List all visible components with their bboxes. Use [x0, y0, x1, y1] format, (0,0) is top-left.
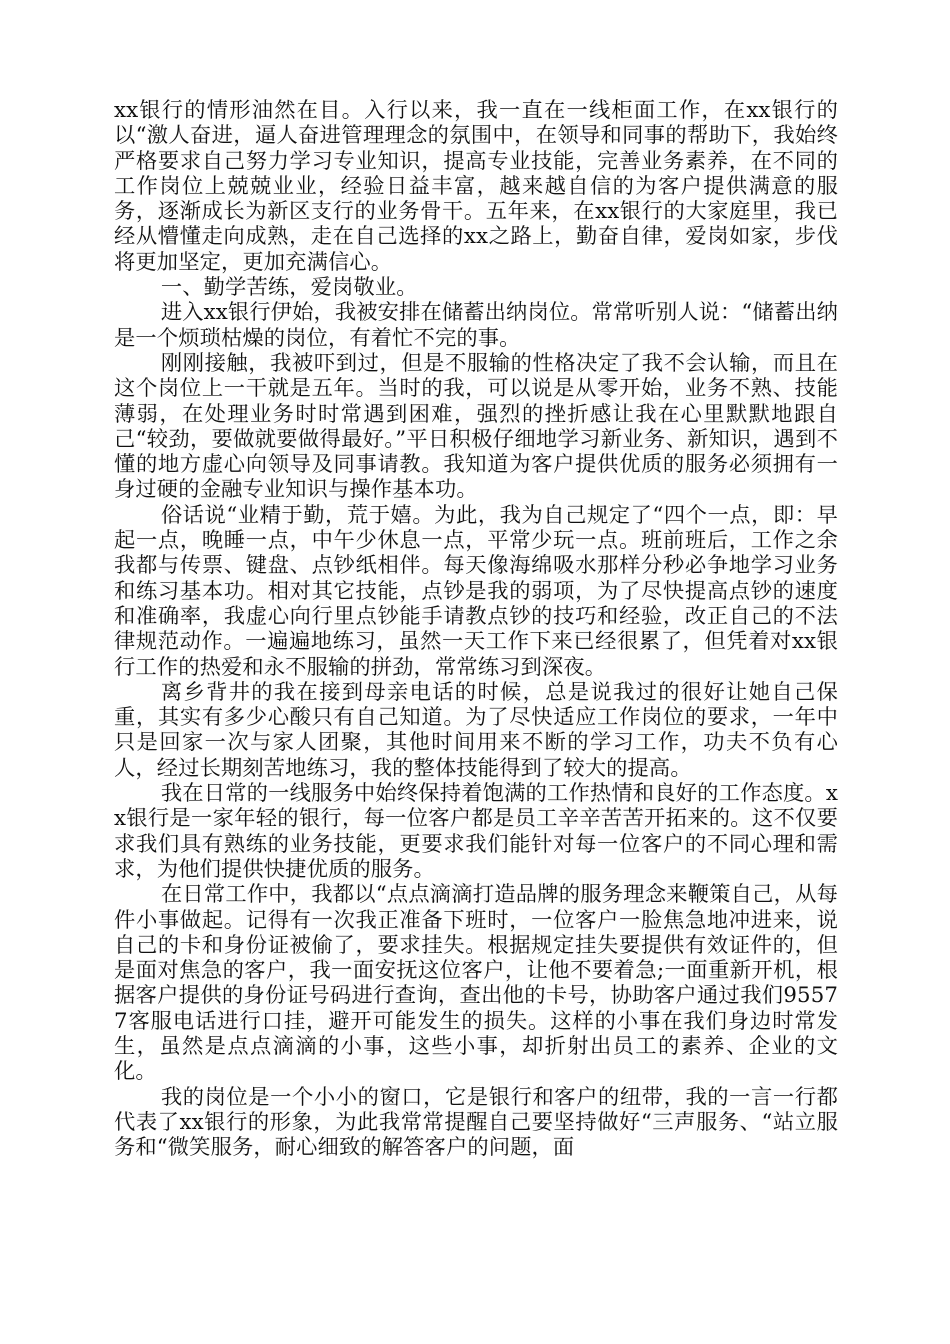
document-body: [114, 98, 838, 1160]
paragraph-2: 进入xx银行伊始，我被安排在储蓄出纳岗位。常常听别人说：“储蓄出纳是一个烦琐枯燥的岗位，有着忙不完的事。: [114, 300, 838, 351]
paragraph-4: 俗话说“业精于勤，荒于嬉。为此，我为自己规定了“四个一点，即：早起一点，晚睡一点，中午少休息一点，平常少玩一点。班前班后，工作之余我都与传票、键盘、点钞纸相伴。每天像海绵吸水那样分秒必争地学习业务和练习基本功。相对其它技能，点钞是我的弱项，为了尽快提高点钞的速度和准确率，我虚心向行里点钞能手请教点钞的技巧和经验，改正自己的不法律规范动作。一遍遍地练习，虽然一天工作下来已经很累了，但凭着对xx银行工作的热爱和永不服输的拼劲，常常练习到深夜。: [114, 502, 838, 680]
section-heading-1: 一、勤学苦练，爱岗敬业。: [160, 275, 418, 301]
paragraph-intro: xx银行的情形油然在目。入行以来，我一直在一线柜面工作，在xx银行的以“激人奋进，逼人奋进管理理念的氛围中，在领导和同事的帮助下，我始终严格要求自己努力学习专业知识，提高专业技能，完善业务素养，在不同的工作岗位上兢兢业业，经验日益丰富，越来越自信的为客户提供满意的服务，逐渐成长为新区支行的业务骨干。五年来，在xx银行的大家庭里，我已经从懵懂走向成熟，走在自己选择的xx之路上，勤奋自律，爱岗如家，步伐将更加坚定，更加充满信心。: [114, 98, 838, 275]
paragraph-3: 刚刚接触，我被吓到过，但是不服输的性格决定了我不会认输，而且在这个岗位上一干就是五年。当时的我，可以说是从零开始，业务不熟、技能薄弱，在处理业务时时常遇到困难，强烈的挫折感让我在心里默默地跟自己“较劲，要做就要做得最好。”平日积极仔细地学习新业务、新知识，遇到不懂的地方虚心向领导及同事请教。我知道为客户提供优质的服务必须拥有一身过硬的金融专业知识与操作基本功。: [114, 350, 838, 503]
paragraph-7: 在日常工作中，我都以“点点滴滴打造品牌的服务理念来鞭策自己，从每件小事做起。记得有一次我正准备下班时，一位客户一脸焦急地冲进来，说自己的卡和身份证被偷了，要求挂失。根据规定挂失要提供有效证件的，但是面对焦急的客户，我一面安抚这位客户，让他不要着急;一面重新开机，根据客户提供的身份证号码进行查询，查出他的卡号，协助客户通过我们95577客服电话进行口挂，避开可能发生的损失。这样的小事在我们身边时常发生，虽然是点点滴滴的小事，这些小事，却折射出员工的素养、企业的文化。: [114, 882, 838, 1085]
paragraph-8: 我的岗位是一个小小的窗口，它是银行和客户的纽带，我的一言一行都代表了xx银行的形象，为此我常常提醒自己要坚持做好“三声服务、“站立服务和“微笑服务，耐心细致的解答客户的问题，面: [114, 1084, 838, 1161]
paragraph-6: 我在日常的一线服务中始终保持着饱满的工作热情和良好的工作态度。xx银行是一家年轻的银行，每一位客户都是员工辛辛苦苦开拓来的。这不仅要求我们具有熟练的业务技能，更要求我们能针对每一位客户的不同心理和需求，为他们提供快捷优质的服务。: [114, 781, 838, 882]
paragraph-5: 离乡背井的我在接到母亲电话的时候，总是说我过的很好让她自己保重，其实有多少心酸只有自己知道。为了尽快适应工作岗位的要求，一年中只是回家一次与家人团聚，其他时间用来不断的学习工作，功夫不负有心人，经过长期刻苦地练习，我的整体技能得到了较大的提高。: [114, 679, 838, 781]
